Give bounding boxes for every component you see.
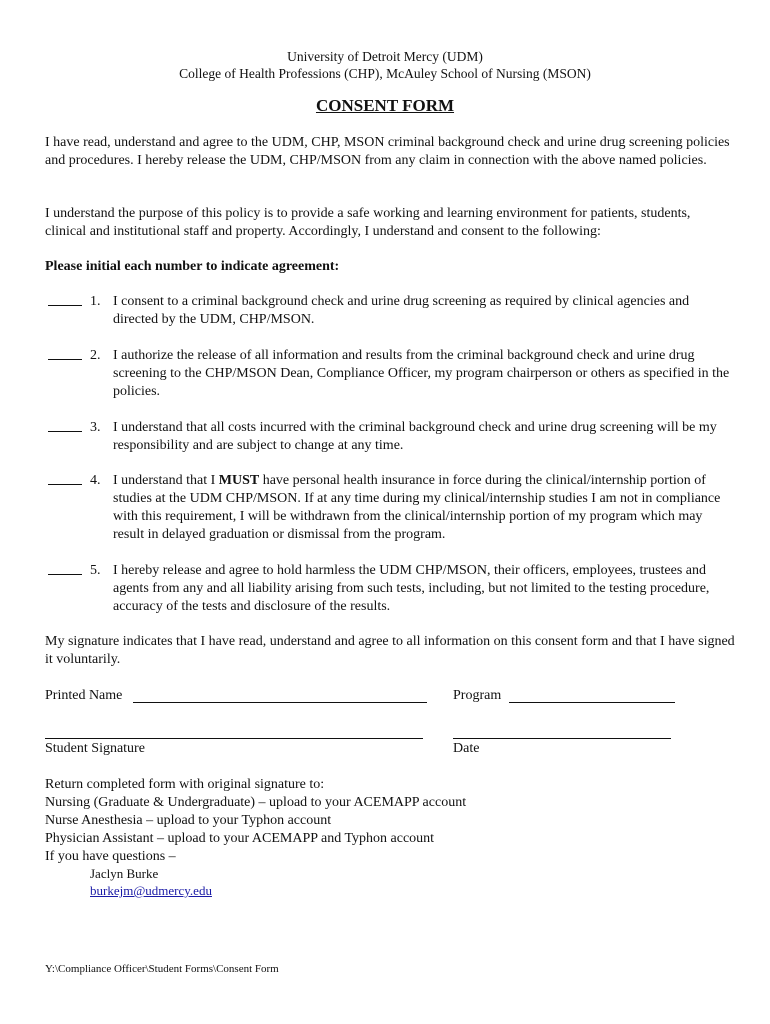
item-number: 2.	[90, 348, 101, 363]
date-line[interactable]	[453, 738, 671, 739]
intro-paragraph-2: I understand the purpose of this policy is to provide a safe working and learning environment for patients, students, clinical and institutional staff and property. Accordingly, I understand and consent to the following:	[45, 206, 691, 239]
header-college: College of Health Professions (CHP), McAuley School of Nursing (MSON)	[179, 66, 591, 81]
printed-name-line[interactable]	[133, 702, 427, 703]
date-label: Date	[453, 741, 480, 756]
page-title: CONSENT FORM	[315, 96, 455, 115]
must-emphasis: MUST	[218, 473, 260, 488]
return-heading: Return completed form with original signature to:	[45, 777, 325, 792]
header-university: University of Detroit Mercy (UDM)	[287, 49, 483, 64]
item-text-rest: have personal health insurance in force during the clinical/internship portion of studies at the UDM CHP/MSON. If at any time during my clinical/internship studies I am not in compliance with this requirement, I will be withdrawn from the clinical/internship portion of my program which may result in delayed graduation or dismissal from the program.	[113, 473, 721, 542]
initial-blank-5[interactable]	[48, 574, 82, 575]
item-text: I consent to a criminal background check and urine drug screening as required by clinical agencies and directed by the UDM, CHP/MSON.	[113, 294, 690, 327]
return-physician-assistant: Physician Assistant – upload to your ACEMAPP and Typhon account	[45, 831, 435, 846]
item-text: I authorize the release of all information and results from the criminal background check and urine drug screening to the CHP/MSON Dean, Compliance Officer, my program chairperson or others as specified in the policies.	[113, 348, 730, 399]
item-text: I understand that all costs incurred with the criminal background check and urine drug screening will be my responsibility and are subject to change at any time.	[113, 420, 717, 453]
program-line[interactable]	[509, 702, 675, 703]
item-number: 4.	[90, 473, 101, 488]
return-questions: If you have questions –	[45, 849, 176, 864]
file-path-footer: Y:\Compliance Officer\Student Forms\Consent Form	[45, 963, 279, 975]
program-label: Program	[453, 688, 502, 703]
intro-paragraph-1: I have read, understand and agree to the UDM, CHP, MSON criminal background check and urine drug screening policies and procedures. I hereby release the UDM, CHP/MSON from any claim in connection with the above named policies.	[45, 135, 730, 168]
student-signature-label: Student Signature	[45, 741, 145, 756]
return-nursing: Nursing (Graduate & Undergraduate) – upload to your ACEMAPP account	[45, 795, 467, 810]
printed-name-label: Printed Name	[45, 688, 123, 703]
item-text: I hereby release and agree to hold harmless the UDM CHP/MSON, their officers, employees, trustees and agents from any and all liability arising from such tests, including, but not limited to the testing procedure, accuracy of the tests and disclosure of the results.	[113, 563, 710, 614]
item-number: 1.	[90, 294, 101, 309]
initial-blank-1[interactable]	[48, 305, 82, 306]
contact-name: Jaclyn Burke	[90, 866, 159, 881]
return-anesthesia: Nurse Anesthesia – upload to your Typhon account	[45, 813, 332, 828]
initial-blank-3[interactable]	[48, 431, 82, 432]
signature-statement: My signature indicates that I have read, understand and agree to all information on this consent form and that I have signed it voluntarily.	[45, 634, 735, 667]
item-number: 5.	[90, 563, 101, 578]
item-text	[113, 472, 733, 544]
initial-blank-4[interactable]	[48, 484, 82, 485]
item-text-pre: I understand that I	[113, 473, 219, 488]
instruction-heading: Please initial each number to indicate agreement:	[45, 259, 340, 274]
contact-email-link[interactable]: burkejm@udmercy.edu	[90, 883, 212, 898]
item-number: 3.	[90, 420, 101, 435]
initial-blank-2[interactable]	[48, 359, 82, 360]
student-signature-line[interactable]	[45, 738, 423, 739]
